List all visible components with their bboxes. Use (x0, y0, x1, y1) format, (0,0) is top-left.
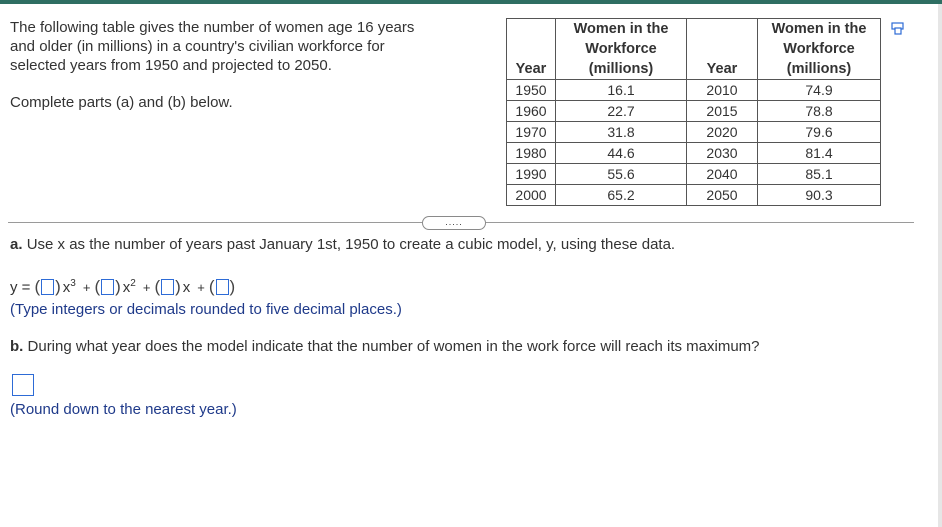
intro-instruction: Complete parts (a) and (b) below. (10, 94, 233, 111)
cell-value: 90.3 (758, 185, 881, 206)
table-row (507, 164, 881, 185)
header-year-1: Year (507, 19, 556, 80)
cell-year: 1970 (507, 122, 556, 143)
plus-sign: + (197, 279, 205, 295)
cell-value: 85.1 (758, 164, 881, 185)
coefficient-a-input[interactable] (41, 279, 54, 295)
top-accent-bar (0, 0, 942, 4)
table-row (507, 122, 881, 143)
cell-year: 1960 (507, 101, 556, 122)
part-a-question (10, 236, 675, 253)
cell-year: 2010 (687, 80, 758, 101)
coef-c-group: ( ) (154, 277, 181, 296)
question-intro (10, 18, 470, 112)
cell-value: 81.4 (758, 143, 881, 164)
cell-year: 2015 (687, 101, 758, 122)
part-a-label: a. (10, 236, 23, 253)
intro-line-1: The following table gives the number of women age 16 years (10, 19, 415, 36)
cell-value: 22.7 (556, 101, 687, 122)
intro-line-3: selected years from 1950 and projected to 2050. (10, 57, 332, 74)
term-x: x (182, 278, 191, 296)
header-women-1-line2: Workforce (585, 41, 657, 57)
term-x3 (63, 278, 76, 296)
cell-value: 16.1 (556, 80, 687, 101)
header-women-2-line1: Women in the (771, 21, 867, 37)
exponent-3: 3 (70, 278, 76, 289)
workforce-table (506, 18, 881, 206)
table-row (507, 80, 881, 101)
cell-year: 1980 (507, 143, 556, 164)
header-women-2-line3: (millions) (786, 61, 852, 77)
table-row (507, 185, 881, 206)
part-b-text: During what year does the model indicate that the number of women in the work force will reach its maximum? (27, 338, 760, 355)
intro-line-2: and older (in millions) in a country's civilian workforce for (10, 38, 385, 55)
part-a-hint: (Type integers or decimals rounded to five decimal places.) (10, 301, 402, 318)
header-year-2: Year (687, 19, 758, 80)
part-a-text: Use x as the number of years past January 1st, 1950 to create a cubic model, y, using these data. (26, 236, 676, 253)
cell-value: 55.6 (556, 164, 687, 185)
plus-sign: + (142, 279, 151, 295)
cell-year: 1950 (507, 80, 556, 101)
part-b-question (10, 338, 760, 355)
exponent-2: 2 (130, 278, 136, 289)
header-women-2 (758, 19, 881, 80)
scrollbar-track[interactable] (938, 4, 942, 527)
cell-value: 65.2 (556, 185, 687, 206)
year-answer-input[interactable] (12, 374, 34, 396)
cell-year: 2040 (687, 164, 758, 185)
expand-more-button[interactable]: ..... (422, 216, 486, 230)
coef-d-group: ( ) (208, 277, 236, 296)
cell-value: 78.8 (758, 101, 881, 122)
cell-year: 2030 (687, 143, 758, 164)
cell-year: 1990 (507, 164, 556, 185)
cell-value: 79.6 (758, 122, 881, 143)
plus-sign: + (82, 279, 91, 295)
equation-prefix: y = (10, 278, 31, 296)
header-women-2-line2: Workforce (783, 41, 855, 57)
coefficient-d-input[interactable] (216, 279, 229, 295)
cubic-equation (10, 277, 235, 297)
cell-value: 31.8 (556, 122, 687, 143)
table-row (507, 143, 881, 164)
header-women-1 (556, 19, 687, 80)
coef-b-group: ( ) (94, 277, 121, 296)
coefficient-b-input[interactable] (101, 279, 114, 295)
table-header-row (507, 19, 881, 80)
header-women-1-line1: Women in the (573, 21, 669, 37)
cell-value: 44.6 (556, 143, 687, 164)
copy-table-icon[interactable] (891, 22, 905, 36)
cell-year: 2020 (687, 122, 758, 143)
part-b-label: b. (10, 338, 24, 355)
header-women-1-line3: (millions) (588, 61, 654, 77)
cell-year: 2000 (507, 185, 556, 206)
coefficient-c-input[interactable] (161, 279, 174, 295)
term-x2-var: x (122, 279, 131, 296)
table-row (507, 101, 881, 122)
term-x2 (123, 278, 136, 296)
cell-year: 2050 (687, 185, 758, 206)
cell-value: 74.9 (758, 80, 881, 101)
coef-a-group: ( ) (34, 277, 61, 296)
part-b-hint: (Round down to the nearest year.) (10, 401, 237, 418)
term-x3-var: x (62, 279, 71, 296)
